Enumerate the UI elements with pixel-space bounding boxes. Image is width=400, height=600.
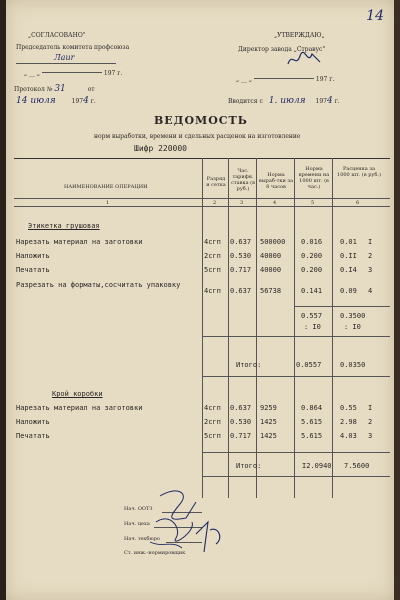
s2-total-time: I2.0940 xyxy=(302,462,332,470)
s1-row1-grade: 4сгп xyxy=(204,238,221,246)
chair-line: Председатель комитета профсоюза xyxy=(16,44,130,51)
chair-signature: Лаur xyxy=(54,53,75,62)
colnum-6: 6 xyxy=(356,200,360,206)
s1-row2-grade: 2сгп xyxy=(204,252,221,260)
s1-row3-time: 0.200 xyxy=(301,266,323,274)
s2-row2-price: 2.98 xyxy=(340,418,357,426)
page-corner-number: 14 xyxy=(366,8,384,24)
colnum-2: 2 xyxy=(213,200,217,206)
s2-row3-rate: 0.717 xyxy=(230,432,252,440)
header-rate: Час. тарифн. ставка (в руб.) xyxy=(231,168,255,192)
s1-row4-norm: 56738 xyxy=(260,287,282,295)
s1-div-price: : I0 xyxy=(344,323,361,331)
col-divider-4 xyxy=(294,158,295,498)
s1-row2-norm: 40000 xyxy=(260,252,282,260)
col-divider-1 xyxy=(202,158,203,498)
s2-total-line-bottom xyxy=(202,476,390,477)
s1-sum-price: 0.3500 xyxy=(340,312,366,320)
document-page: 14 „СОГЛАСОВАНО" Председатель комитета профсоюза Лаur „ __ „ 197 г. Протокол № 31 от 14 июля 1974 г. „УТВЕРЖДАЮ„ Директор завода „Стравус" „ __ „ 197 г. Вводится с 1. июля 1974 г. ВЕДОМОСТЬ норм выработки, времени и сдельных расценок на изготовление Шифр 220000 НАИМЕНОВАНИЕ ОПЕРАЦИИ Разряд и сетка Час. тарифн. ставка (в руб.) Норма выраб-тки за 8 часов Норма времени на 1000 шт. (в час.) Расценка за 1000 шт. (в руб.) 1 2 3 4 5 6 Этикетка грушовая Нарезать материал на заготовки 4сгп 0.637 500000 0.016 0.01 I Наложить 2сгп 0.530 40000 0.200 0.II 2 Печатать 5сгп 0.717 40000 0.200 0.I4 3 Разрезать на форматы,сосчитать упаковку 4сгп 0.637 56738 0.141 0.09 4 0.557 0.3500 : I0 : I0 Итого: 0.0557 0.0350 Крой коробки Нарезать материал на заготовки 4сгп 0.637 9259 0.864 0.55 I Наложить 2сгп 0.530 1425 5.615 2.98 2 Печатать 5сгп 0.717 1425 5.615 4.03 3 Итого: I2.0940 7.5600 Нач. ООТЗ Нач. цеха Нач. техбюро Ст. инж.-нормировщик xyxy=(6,0,394,600)
approve-label: „УТВЕРЖДАЮ„ xyxy=(274,32,325,39)
director-line: Директор завода „Стравус" xyxy=(238,46,326,53)
colnum-1: 1 xyxy=(106,200,110,206)
introduced-label: Вводится с xyxy=(228,98,263,105)
s1-total-time: 0.0557 xyxy=(296,361,322,369)
s2-row3-op: Печатать xyxy=(16,432,50,440)
s2-row3-mark: 3 xyxy=(368,432,373,440)
s1-row2-op: Наложить xyxy=(16,252,50,260)
document-subtitle: норм выработки, времени и сдельных расценок на изготовление xyxy=(94,133,301,140)
introduced-year-hand: 4 xyxy=(326,96,333,106)
s2-total-line-top xyxy=(202,452,390,453)
signature-line xyxy=(16,63,116,64)
s1-row1-mark: I xyxy=(368,238,373,246)
s1-row2-mark: 2 xyxy=(368,252,373,260)
s1-row4-mark: 4 xyxy=(368,287,373,295)
header-norm: Норма выраб-тки за 8 часов xyxy=(258,172,294,190)
agreed-label: „СОГЛАСОВАНО" xyxy=(28,32,86,39)
protocol-from: от xyxy=(87,86,95,93)
col-divider-2 xyxy=(228,158,229,498)
header-time: Норма времени на 1000 шт. (в час.) xyxy=(298,166,330,190)
s1-row3-grade: 5сгп xyxy=(204,266,221,274)
s1-row1-time: 0.016 xyxy=(301,238,323,246)
s1-row4-price: 0.09 xyxy=(340,287,357,295)
s1-row1-op: Нарезать материал на заготовки xyxy=(16,238,143,246)
s1-row2-price: 0.II xyxy=(340,252,357,260)
s2-row2-time: 5.615 xyxy=(301,418,323,426)
footer-signatures xyxy=(146,482,246,562)
s2-row3-grade: 5сгп xyxy=(204,432,221,440)
s1-total-label: Итого: xyxy=(236,361,262,369)
s2-row3-time: 5.615 xyxy=(301,432,323,440)
s2-row2-grade: 2сгп xyxy=(204,418,221,426)
s2-row1-mark: I xyxy=(368,404,373,412)
s1-row2-rate: 0.530 xyxy=(230,252,252,260)
document-title: ВЕДОМОСТЬ xyxy=(154,114,248,127)
s1-sum-time: 0.557 xyxy=(301,312,323,320)
protocol-label: Протокол № xyxy=(14,86,53,93)
s2-row2-mark: 2 xyxy=(368,418,373,426)
section1-title: Этикетка грушовая xyxy=(28,222,100,230)
s1-row1-rate: 0.637 xyxy=(230,238,252,246)
right-year: 197 г. xyxy=(315,76,335,83)
s2-row1-time: 0.864 xyxy=(301,404,323,412)
s1-row4-rate: 0.637 xyxy=(230,287,252,295)
header-price: Расценка за 1000 шт. (в руб.) xyxy=(337,166,381,178)
s1-total-price: 0.0350 xyxy=(340,361,366,369)
colnum-4: 4 xyxy=(273,200,277,206)
footer-line-techbureau: Нач. техбюро xyxy=(124,536,160,542)
protocol-year-hand: 4 xyxy=(83,96,89,106)
s2-row1-op: Нарезать материал на заготовки xyxy=(16,404,143,412)
s1-row1-price: 0.01 xyxy=(340,238,357,246)
s1-row3-op: Печатать xyxy=(16,266,50,274)
s2-row2-rate: 0.530 xyxy=(230,418,252,426)
introduced-year-end: г. xyxy=(334,98,340,105)
s1-row3-mark: 3 xyxy=(368,266,373,274)
s1-div-time: : I0 xyxy=(304,323,321,331)
s1-total-line-top xyxy=(202,336,390,337)
product-code: Шифр 220000 xyxy=(134,144,187,153)
s1-row3-price: 0.I4 xyxy=(340,266,357,274)
s2-total-label: Итого: xyxy=(236,462,262,470)
s2-row3-norm: 1425 xyxy=(260,432,277,440)
s1-row3-rate: 0.717 xyxy=(230,266,252,274)
s1-row4-time: 0.141 xyxy=(301,287,323,295)
s1-row3-norm: 40000 xyxy=(260,266,282,274)
s2-row1-price: 0.55 xyxy=(340,404,357,412)
s1-row4-op: Разрезать на форматы,сосчитать упаковку xyxy=(16,281,181,289)
protocol-date: 14 июля xyxy=(16,96,56,106)
header-operation: НАИМЕНОВАНИЕ ОПЕРАЦИИ xyxy=(64,184,148,190)
section2-title: Крой коробки xyxy=(52,390,103,398)
s2-row3-price: 4.03 xyxy=(340,432,357,440)
s1-total-line-bottom xyxy=(202,376,390,377)
colnum-5: 5 xyxy=(311,200,315,206)
col-divider-5 xyxy=(332,158,333,498)
footer-line-shop: Нач. цеха xyxy=(124,521,150,527)
introduced-year: 197 xyxy=(315,98,327,105)
s2-row2-op: Наложить xyxy=(16,418,50,426)
protocol-number: 31 xyxy=(54,84,66,94)
s2-row1-grade: 4сгп xyxy=(204,404,221,412)
footer-line-ootz: Нач. ООТЗ xyxy=(124,506,153,512)
header-grade: Разряд и сетка xyxy=(206,176,226,188)
s1-row4-grade: 4сгп xyxy=(204,287,221,295)
protocol-year: 197 xyxy=(71,98,84,105)
s1-row1-norm: 500000 xyxy=(260,238,286,246)
s2-row1-rate: 0.637 xyxy=(230,404,252,412)
protocol-year-end: г. xyxy=(90,98,96,105)
s1-sum-line xyxy=(294,306,390,307)
s1-row2-time: 0.200 xyxy=(301,252,323,260)
s2-row2-norm: 1425 xyxy=(260,418,277,426)
footer-line-normer: Ст. инж.-нормировщик xyxy=(124,550,186,556)
left-year: 197 г. xyxy=(103,70,123,77)
s2-total-price: 7.5600 xyxy=(344,462,370,470)
director-signature xyxy=(286,50,326,70)
s2-row1-norm: 9259 xyxy=(260,404,277,412)
col-divider-3 xyxy=(256,158,257,498)
colnum-3: 3 xyxy=(240,200,244,206)
introduced-date: 1. июля xyxy=(268,96,306,106)
